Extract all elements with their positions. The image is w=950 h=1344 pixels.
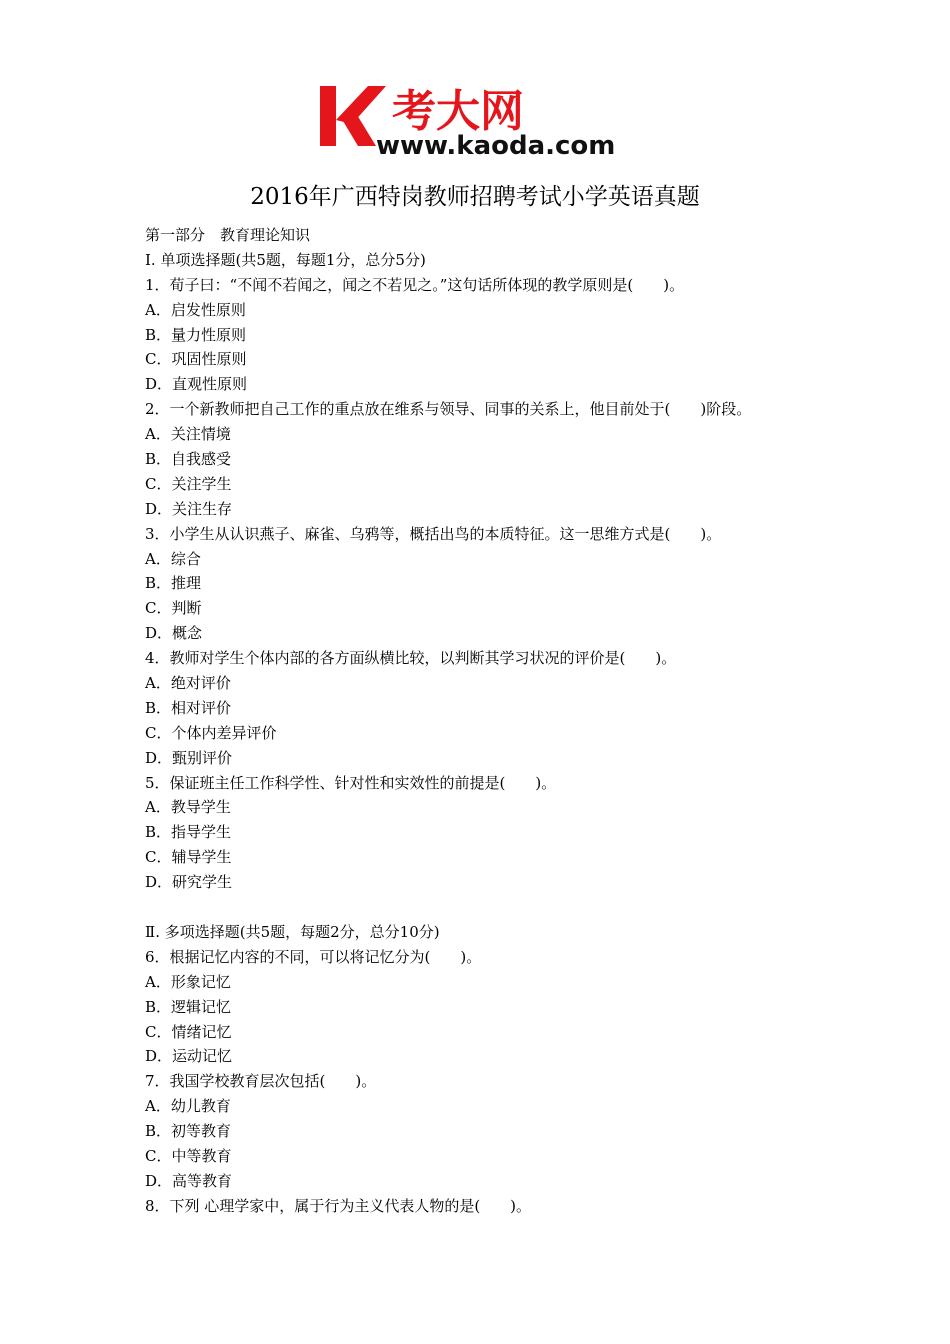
answer-option: D．关注生存: [145, 499, 233, 518]
answer-option: B．初等教育: [145, 1122, 232, 1141]
site-url-text: www.kaoda.com: [376, 131, 616, 160]
section-heading: Ⅱ. 多项选择题(共5题，每题2分，总分10分): [145, 922, 440, 941]
answer-option: B．相对评价: [145, 698, 232, 717]
answer-option: A．幼儿教育: [145, 1097, 231, 1116]
kaoda-logo-graphic: [318, 80, 638, 160]
answer-option: A．关注情境: [145, 425, 231, 444]
answer-option: A．综合: [145, 549, 201, 568]
part-heading: 第一部分 教育理论知识: [145, 226, 311, 244]
section-heading: Ⅰ. 单项选择题(共5题，每题1分，总分5分): [145, 250, 426, 269]
answer-option: D．研究学生: [145, 873, 233, 892]
answer-option: B．推理: [145, 574, 202, 593]
answer-option: C．中等教育: [145, 1146, 232, 1165]
answer-option: B．逻辑记忆: [145, 997, 232, 1016]
answer-option: B．自我感受: [145, 450, 232, 469]
answer-option: A．绝对评价: [145, 674, 231, 693]
question-text: 5．保证班主任工作科学性、针对性和实效性的前提是( )。: [145, 773, 557, 792]
answer-option: D．运动记忆: [145, 1047, 233, 1066]
answer-option: B．量力性原则: [145, 325, 247, 344]
answer-option: C．判断: [145, 599, 202, 618]
answer-option: C．个体内差异评价: [145, 723, 277, 742]
brand-text: 考大网: [392, 86, 524, 137]
answer-option: B．指导学生: [145, 823, 232, 842]
question-text: 1．荀子曰：“不闻不若闻之，闻之不若见之。”这句话所体现的教学原则是( )。: [145, 275, 685, 294]
question-text: 6．根据记忆内容的不同，可以将记忆分为( )。: [145, 947, 482, 966]
answer-option: C．关注学生: [145, 474, 232, 493]
answer-option: A．启发性原则: [145, 300, 246, 319]
answer-option: D．直观性原则: [145, 375, 248, 394]
blank-line: [145, 895, 845, 920]
answer-option: D．甄别评价: [145, 748, 233, 767]
answer-option: C．情绪记忆: [145, 1022, 232, 1041]
kaoda-logo: [318, 80, 638, 160]
question-text: 3．小学生从认识燕子、麻雀、乌鸦等，概括出鸟的本质特征。这一思维方式是( )。: [145, 524, 722, 543]
question-text: 4．教师对学生个体内部的各方面纵横比较，以判断其学习状况的评价是( )。: [145, 649, 677, 668]
answer-option: D．概念: [145, 624, 203, 643]
document-title: 2016年广西特岗教师招聘考试小学英语真题: [250, 184, 700, 210]
question-text: 2．一个新教师把自己工作的重点放在维系与领导、同事的关系上，他目前处于( )阶段。: [145, 400, 752, 419]
answer-option: A．教导学生: [145, 798, 231, 817]
answer-option: D．高等教育: [145, 1171, 233, 1190]
answer-option: A．形象记忆: [145, 972, 231, 991]
answer-option: C．巩固性原则: [145, 350, 247, 369]
question-text: 7．我国学校教育层次包括( )。: [145, 1072, 377, 1091]
question-text: 8．下列 心理学家中，属于行为主义代表人物的是( )。: [145, 1196, 532, 1215]
answer-option: C．辅导学生: [145, 848, 232, 867]
document-body: [145, 223, 845, 1219]
